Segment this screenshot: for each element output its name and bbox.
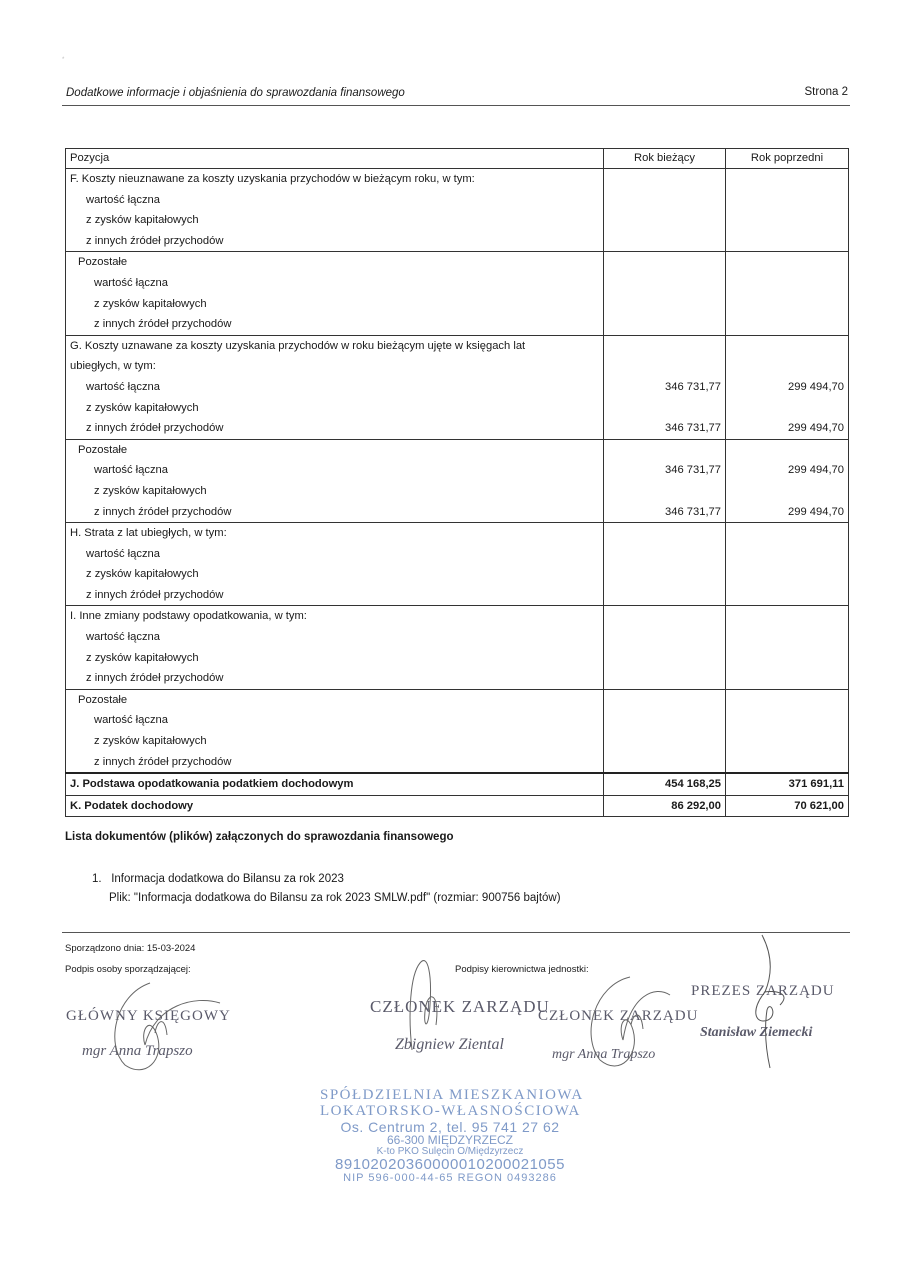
current-year-value (604, 335, 726, 356)
current-year-value (604, 668, 726, 689)
previous-year-value (726, 210, 849, 231)
table-row (66, 481, 849, 502)
board-member-2-name: mgr Anna Trapszo (552, 1047, 656, 1062)
previous-year-value (726, 689, 849, 710)
chief-accountant-name: mgr Anna Trapszo (82, 1043, 193, 1059)
column-header: Rok bieżący (604, 149, 726, 169)
row-label: z innych źródeł przychodów (66, 585, 604, 606)
row-label: H. Strata z lat ubiegłych, w tym: (66, 523, 604, 544)
previous-year-value (726, 564, 849, 585)
row-label: z zysków kapitałowych (66, 481, 604, 502)
previous-year-value (726, 523, 849, 544)
previous-year-value (726, 544, 849, 565)
chief-accountant-signature (95, 975, 230, 1080)
column-header: Pozycja (66, 149, 604, 169)
previous-year-value (726, 585, 849, 606)
current-year-value (604, 231, 726, 252)
current-year-value (604, 606, 726, 627)
table-row (66, 773, 849, 795)
table-row (66, 335, 849, 356)
row-label: z zysków kapitałowych (66, 564, 604, 585)
table-row (66, 502, 849, 523)
table-row (66, 523, 849, 544)
row-label: J. Podstawa opodatkowania podatkiem dochodowym (66, 773, 604, 795)
row-label: wartość łączna (66, 377, 604, 398)
attachment-item (92, 873, 344, 885)
company-stamp-line: SPÓŁDZIELNIA MIESZKANIOWA (320, 1087, 584, 1103)
previous-year-value (726, 668, 849, 689)
page-number: Strona 2 (804, 86, 848, 98)
current-year-value (604, 564, 726, 585)
table-row (66, 210, 849, 231)
table-row (66, 648, 849, 669)
row-label: z innych źródeł przychodów (66, 668, 604, 689)
table-row (66, 627, 849, 648)
previous-year-value (726, 752, 849, 774)
table-row (66, 689, 849, 710)
table-header-row (66, 149, 849, 169)
table-row (66, 314, 849, 335)
row-label: wartość łączna (66, 190, 604, 211)
current-year-value (604, 481, 726, 502)
current-year-value (604, 648, 726, 669)
row-label: Pozostałe (66, 689, 604, 710)
current-year-value: 346 731,77 (604, 377, 726, 398)
previous-year-value (726, 627, 849, 648)
previous-year-value (726, 335, 849, 356)
company-stamp-line: K-to PKO Sulęcin O/Międzyrzecz (376, 1145, 524, 1157)
previous-year-value (726, 273, 849, 294)
row-label: wartość łączna (66, 460, 604, 481)
management-signature-label: Podpisy kierownictwa jednostki: (455, 964, 589, 975)
attachment-number: 1. (92, 873, 102, 885)
row-label: Pozostałe (66, 439, 604, 460)
previous-year-value (726, 481, 849, 502)
current-year-value (604, 439, 726, 460)
current-year-value (604, 169, 726, 190)
previous-year-value (726, 190, 849, 211)
row-label: K. Podatek dochodowy (66, 795, 604, 817)
previous-year-value: 299 494,70 (726, 418, 849, 439)
current-year-value (604, 252, 726, 273)
document-header-title: Dodatkowe informacje i objaśnienia do sprawozdania finansowego (66, 87, 405, 99)
current-year-value (604, 294, 726, 315)
current-year-value (604, 627, 726, 648)
table-row (66, 273, 849, 294)
row-label: wartość łączna (66, 710, 604, 731)
table-row (66, 795, 849, 817)
current-year-value (604, 314, 726, 335)
company-stamp-line: LOKATORSKO-WŁASNOŚCIOWA (320, 1102, 581, 1119)
table-row (66, 190, 849, 211)
table-row (66, 585, 849, 606)
president-name: Stanisław Ziemecki (700, 1025, 813, 1040)
table-row (66, 169, 849, 190)
current-year-value (604, 210, 726, 231)
previous-year-value (726, 710, 849, 731)
previous-year-value (726, 606, 849, 627)
table-row (66, 710, 849, 731)
previous-year-value (726, 731, 849, 752)
table-row (66, 356, 849, 377)
table-row (66, 398, 849, 419)
previous-year-value (726, 169, 849, 190)
table-row (66, 252, 849, 273)
previous-year-value: 299 494,70 (726, 377, 849, 398)
row-label: z zysków kapitałowych (66, 731, 604, 752)
current-year-value: 346 731,77 (604, 502, 726, 523)
header-divider (62, 105, 850, 106)
current-year-value (604, 273, 726, 294)
board-member-1-name: Zbigniew Ziental (395, 1036, 504, 1053)
president-stamp: PREZES ZARZĄDU (691, 983, 835, 999)
previous-year-value: 299 494,70 (726, 502, 849, 523)
scan-artifact: * (62, 57, 65, 63)
table-row (66, 752, 849, 774)
previous-year-value (726, 231, 849, 252)
previous-year-value: 371 691,11 (726, 773, 849, 795)
row-label: z zysków kapitałowych (66, 648, 604, 669)
previous-year-value (726, 294, 849, 315)
previous-year-value (726, 252, 849, 273)
attachment-file: Plik: "Informacja dodatkowa do Bilansu za rok 2023 SMLW.pdf" (rozmiar: 900756 bajtów) (109, 892, 561, 904)
column-header: Rok poprzedni (726, 149, 849, 169)
row-label: G. Koszty uznawane za koszty uzyskania przychodów w roku bieżącym ujęte w księgach lat (66, 335, 604, 356)
table-row (66, 731, 849, 752)
current-year-value (604, 544, 726, 565)
current-year-value: 454 168,25 (604, 773, 726, 795)
current-year-value (604, 190, 726, 211)
current-year-value (604, 585, 726, 606)
row-label: wartość łączna (66, 273, 604, 294)
row-label: Pozostałe (66, 252, 604, 273)
attachment-name: Informacja dodatkowa do Bilansu za rok 2023 (111, 873, 344, 885)
previous-year-value (726, 314, 849, 335)
attachments-title: Lista dokumentów (plików) załączonych do sprawozdania finansowego (65, 831, 454, 843)
previous-year-value (726, 356, 849, 377)
current-year-value (604, 398, 726, 419)
table-row (66, 544, 849, 565)
previous-year-value (726, 398, 849, 419)
table-row (66, 418, 849, 439)
current-year-value (604, 710, 726, 731)
current-year-value (604, 356, 726, 377)
row-label: z innych źródeł przychodów (66, 231, 604, 252)
president-signature (740, 930, 800, 1070)
board-member-2-stamp: CZŁONEK ZARZĄDU (538, 1008, 699, 1024)
row-label: z zysków kapitałowych (66, 294, 604, 315)
prepared-date: Sporządzono dnia: 15-03-2024 (65, 943, 196, 954)
table-row (66, 377, 849, 398)
row-label: z innych źródeł przychodów (66, 418, 604, 439)
company-stamp-line: 66-300 MIĘDZYRZECZ (386, 1133, 514, 1148)
board-member-1-signature (400, 955, 460, 1055)
row-label: F. Koszty nieuznawane za koszty uzyskania przychodów w bieżącym roku, w tym: (66, 169, 604, 190)
current-year-value (604, 731, 726, 752)
row-label: z zysków kapitałowych (66, 210, 604, 231)
row-label: z zysków kapitałowych (66, 398, 604, 419)
table-row (66, 668, 849, 689)
row-label: I. Inne zmiany podstawy opodatkowania, w tym: (66, 606, 604, 627)
row-label: z innych źródeł przychodów (66, 502, 604, 523)
previous-year-value (726, 439, 849, 460)
previous-year-value: 299 494,70 (726, 460, 849, 481)
row-label: z innych źródeł przychodów (66, 752, 604, 774)
current-year-value: 346 731,77 (604, 418, 726, 439)
table-row (66, 231, 849, 252)
table-row (66, 564, 849, 585)
previous-year-value (726, 648, 849, 669)
board-member-1-stamp: CZŁONEK ZARZĄDU (370, 997, 550, 1016)
tax-table (65, 148, 849, 817)
current-year-value (604, 523, 726, 544)
row-label: wartość łączna (66, 627, 604, 648)
company-stamp (320, 1087, 584, 1185)
table-row (66, 294, 849, 315)
current-year-value: 86 292,00 (604, 795, 726, 817)
chief-accountant-stamp: GŁÓWNY KSIĘGOWY (66, 1008, 231, 1024)
board-member-2-signature (575, 965, 675, 1080)
table-row (66, 606, 849, 627)
previous-year-value: 70 621,00 (726, 795, 849, 817)
table-row (66, 460, 849, 481)
current-year-value (604, 752, 726, 774)
company-stamp-line: Os. Centrum 2, tel. 95 741 27 62 (340, 1118, 560, 1135)
company-stamp-line: 89102020360000010200021055 (335, 1156, 565, 1174)
table-row (66, 439, 849, 460)
current-year-value: 346 731,77 (604, 460, 726, 481)
row-label: z innych źródeł przychodów (66, 314, 604, 335)
footer-divider (62, 932, 850, 933)
row-label: wartość łączna (66, 544, 604, 565)
preparer-signature-label: Podpis osoby sporządzającej: (65, 964, 191, 975)
row-label: ubiegłych, w tym: (66, 356, 604, 377)
current-year-value (604, 689, 726, 710)
company-stamp-line: NIP 596-000-44-65 REGON 0493286 (343, 1172, 557, 1185)
